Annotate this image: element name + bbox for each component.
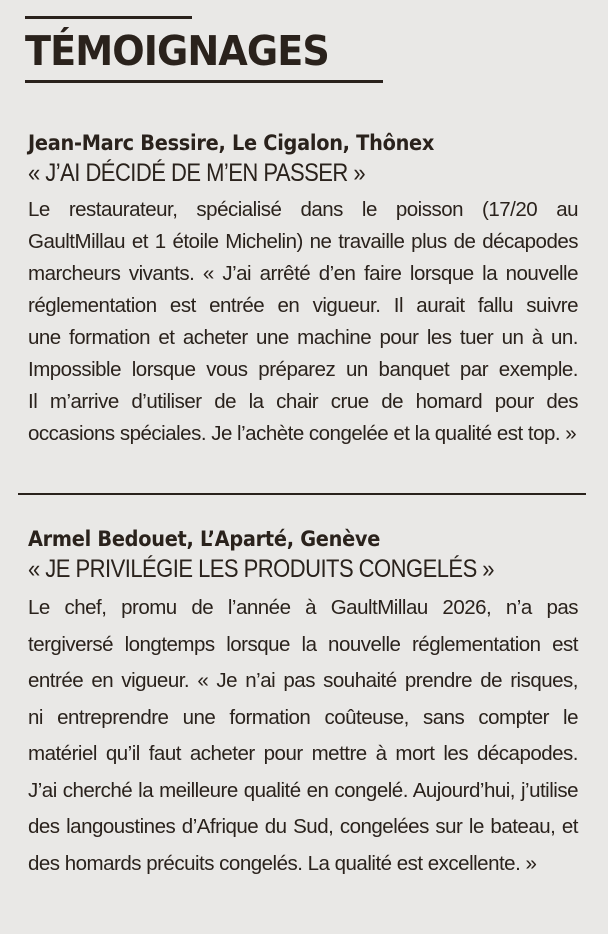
- body-line: des homards précuits congelés. La qualité est excellente. »: [28, 851, 537, 875]
- testimonial-author: Armel Bedouet, L’Aparté, Genève: [28, 527, 381, 551]
- body-line: Le chef, promu de l’année à GaultMillau 2026, n’a pas: [28, 596, 578, 619]
- testimonial-author: Jean-Marc Bessire, Le Cigalon, Thônex: [28, 131, 435, 155]
- testimonial-quote: « J’AI DÉCIDÉ DE M’EN PASSER »: [28, 159, 366, 187]
- body-line: tergiversé longtemps lorsque la nouvelle réglementation est: [28, 632, 578, 656]
- body-line: une formation et acheter une machine pour les tuer un à un.: [28, 326, 578, 349]
- body-line: des langoustines d’Afrique du Sud, congelées sur le bateau, et: [28, 815, 578, 838]
- top-rule: [25, 16, 192, 19]
- body-line: ni entreprendre une formation coûteuse, sans compter le: [28, 705, 578, 729]
- testimonial-quote: « JE PRIVILÉGIE LES PRODUITS CONGELÉS »: [28, 555, 495, 583]
- body-line: Le restaurateur, spécialisé dans le poisson (17/20 au: [28, 198, 578, 221]
- section-divider: [18, 493, 586, 495]
- body-line: J’ai cherché la meilleure qualité en congelé. Aujourd’hui, j’utilise: [28, 778, 578, 802]
- body-line: Il m’arrive d’utiliser de la chair crue de homard pour des: [28, 390, 578, 413]
- body-line: entrée en vigueur. « Je n’ai pas souhaité prendre de risques,: [28, 669, 578, 692]
- title-underline: [25, 80, 383, 83]
- body-line: réglementation est entrée en vigueur. Il aurait fallu suivre: [28, 294, 578, 317]
- testimonial-bessire: [28, 128, 578, 450]
- body-line: Impossible lorsque vous préparez un banquet par exemple.: [28, 358, 578, 381]
- body-line: GaultMillau et 1 étoile Michelin) ne travaille plus de décapodes: [28, 230, 578, 253]
- section-title: TÉMOIGNAGES: [25, 27, 329, 75]
- body-line: marcheurs vivants. « J’ai arrêté d’en faire lorsque la nouvelle: [28, 262, 578, 285]
- testimonial-body: [28, 590, 578, 882]
- body-line: matériel qu’il faut acheter pour mettre à mort les décapodes.: [28, 742, 578, 765]
- testimonial-body: [28, 194, 578, 450]
- body-line: occasions spéciales. Je l’achète congelée et la qualité est top. »: [28, 422, 577, 445]
- testimonial-bedouet: [28, 524, 578, 882]
